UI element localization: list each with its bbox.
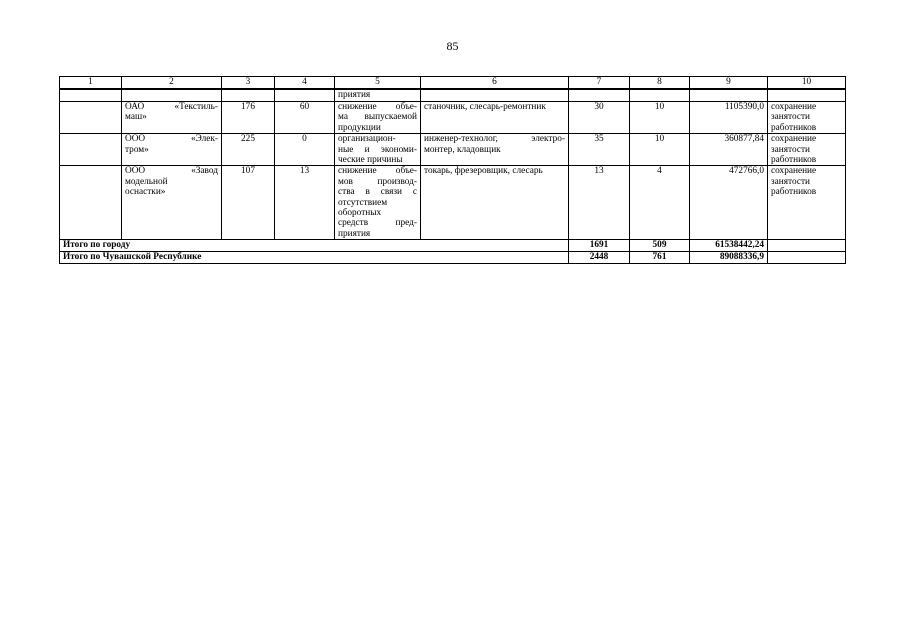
- value-cell: 13: [569, 166, 630, 240]
- total-value: 509: [630, 240, 690, 252]
- column-header: 2: [122, 77, 222, 90]
- reason-line: снижение объе-: [338, 166, 417, 177]
- professions-line: монтер, кладовщик: [424, 144, 501, 155]
- column-header: 6: [421, 77, 569, 90]
- reason-line: мов производ-: [338, 176, 417, 187]
- reason-cell: [335, 166, 421, 240]
- measure-line: занятости: [771, 176, 811, 187]
- reason-line: снижение объе-: [338, 102, 417, 112]
- reason-line: отсутствием: [338, 197, 388, 208]
- column-header: 8: [630, 77, 690, 90]
- total-amount: 89088336,9: [690, 252, 768, 264]
- measure-cell: [768, 166, 846, 240]
- table-cell: [275, 89, 335, 102]
- organization-cell: [122, 134, 222, 166]
- reason-line: ма выпускаемой: [338, 112, 417, 123]
- column-header: 1: [60, 77, 122, 90]
- page-number: 85: [446, 39, 459, 53]
- table-cell: [122, 89, 222, 102]
- table-cell: [60, 89, 122, 102]
- measure-line: занятости: [771, 112, 811, 123]
- value-cell: 60: [275, 102, 335, 134]
- value-cell: 30: [569, 102, 630, 134]
- table-row: [60, 134, 846, 166]
- organization-cell: [122, 166, 222, 240]
- value-cell: 0: [275, 134, 335, 166]
- value-cell: 176: [222, 102, 275, 134]
- measure-cell: [768, 102, 846, 134]
- document-table: [59, 76, 846, 264]
- table-cell: [630, 89, 690, 102]
- reason-line: ные и экономи-: [338, 144, 417, 155]
- professions-cell: [421, 134, 569, 166]
- table-cell: [421, 89, 569, 102]
- measure-line: работников: [771, 187, 817, 198]
- reason-cell: [335, 134, 421, 166]
- reason-line: ства в связи с: [338, 187, 417, 198]
- reason-line: приятия: [338, 228, 371, 239]
- total-value: 2448: [569, 252, 630, 264]
- reason-line: организацион-: [338, 134, 396, 145]
- table-cell: [768, 240, 846, 252]
- reason-cell: приятия: [335, 89, 421, 102]
- reason-cell: [335, 102, 421, 134]
- total-label: Итого по городу: [60, 240, 569, 252]
- organization-line: ООО «Завод: [125, 166, 218, 177]
- value-cell: 10: [630, 102, 690, 134]
- table-cell: [768, 252, 846, 264]
- measure-line: занятости: [771, 144, 811, 155]
- value-cell: 4: [630, 166, 690, 240]
- reason-line: ческие причины: [338, 155, 403, 166]
- column-number-row: [60, 77, 846, 90]
- total-row-city: [60, 240, 846, 252]
- professions-cell: токарь, фрезеровщик, слесарь: [421, 166, 569, 240]
- total-value: 761: [630, 252, 690, 264]
- table-cell: [222, 89, 275, 102]
- value-cell: 35: [569, 134, 630, 166]
- reason-line: продукции: [338, 122, 381, 133]
- amount-cell: 472766,0: [690, 166, 768, 240]
- column-header: 3: [222, 77, 275, 90]
- organization-line: модельной: [125, 176, 168, 187]
- organization-cell: [122, 102, 222, 134]
- value-cell: 13: [275, 166, 335, 240]
- table-cell: [60, 134, 122, 166]
- table-cell: [768, 89, 846, 102]
- measure-line: сохранение: [771, 166, 817, 177]
- total-label: Итого по Чувашской Республике: [60, 252, 569, 264]
- total-amount: 61538442,24: [690, 240, 768, 252]
- column-header: 7: [569, 77, 630, 90]
- professions-line: инженер-технолог, электро-: [424, 134, 565, 145]
- table-cell: [60, 102, 122, 134]
- professions-cell: станочник, слесарь-ремонтник: [421, 102, 569, 134]
- organization-line: ООО «Элек-: [125, 134, 218, 145]
- column-header: 10: [768, 77, 846, 90]
- value-cell: 107: [222, 166, 275, 240]
- column-header: 9: [690, 77, 768, 90]
- organization-line: оснастки»: [125, 187, 166, 198]
- measure-cell: [768, 134, 846, 166]
- amount-cell: 1105390,0: [690, 102, 768, 134]
- measure-line: сохранение: [771, 102, 817, 112]
- reason-line: средств пред-: [338, 218, 417, 229]
- reason-line: оборотных: [338, 208, 382, 219]
- value-cell: 10: [630, 134, 690, 166]
- column-header: 5: [335, 77, 421, 90]
- column-header: 4: [275, 77, 335, 90]
- table-cell: [690, 89, 768, 102]
- value-cell: 225: [222, 134, 275, 166]
- organization-line: ОАО «Текстиль-: [125, 102, 218, 112]
- measure-line: сохранение: [771, 134, 817, 145]
- continuation-row: [60, 89, 846, 102]
- measure-line: работников: [771, 122, 817, 133]
- total-value: 1691: [569, 240, 630, 252]
- table-row: [60, 102, 846, 134]
- amount-cell: 360877,84: [690, 134, 768, 166]
- total-row-republic: [60, 252, 846, 264]
- table-cell: [60, 166, 122, 240]
- table-row: [60, 166, 846, 240]
- organization-line: тром»: [125, 144, 149, 155]
- organization-line: маш»: [125, 112, 147, 123]
- table-cell: [569, 89, 630, 102]
- measure-line: работников: [771, 155, 817, 166]
